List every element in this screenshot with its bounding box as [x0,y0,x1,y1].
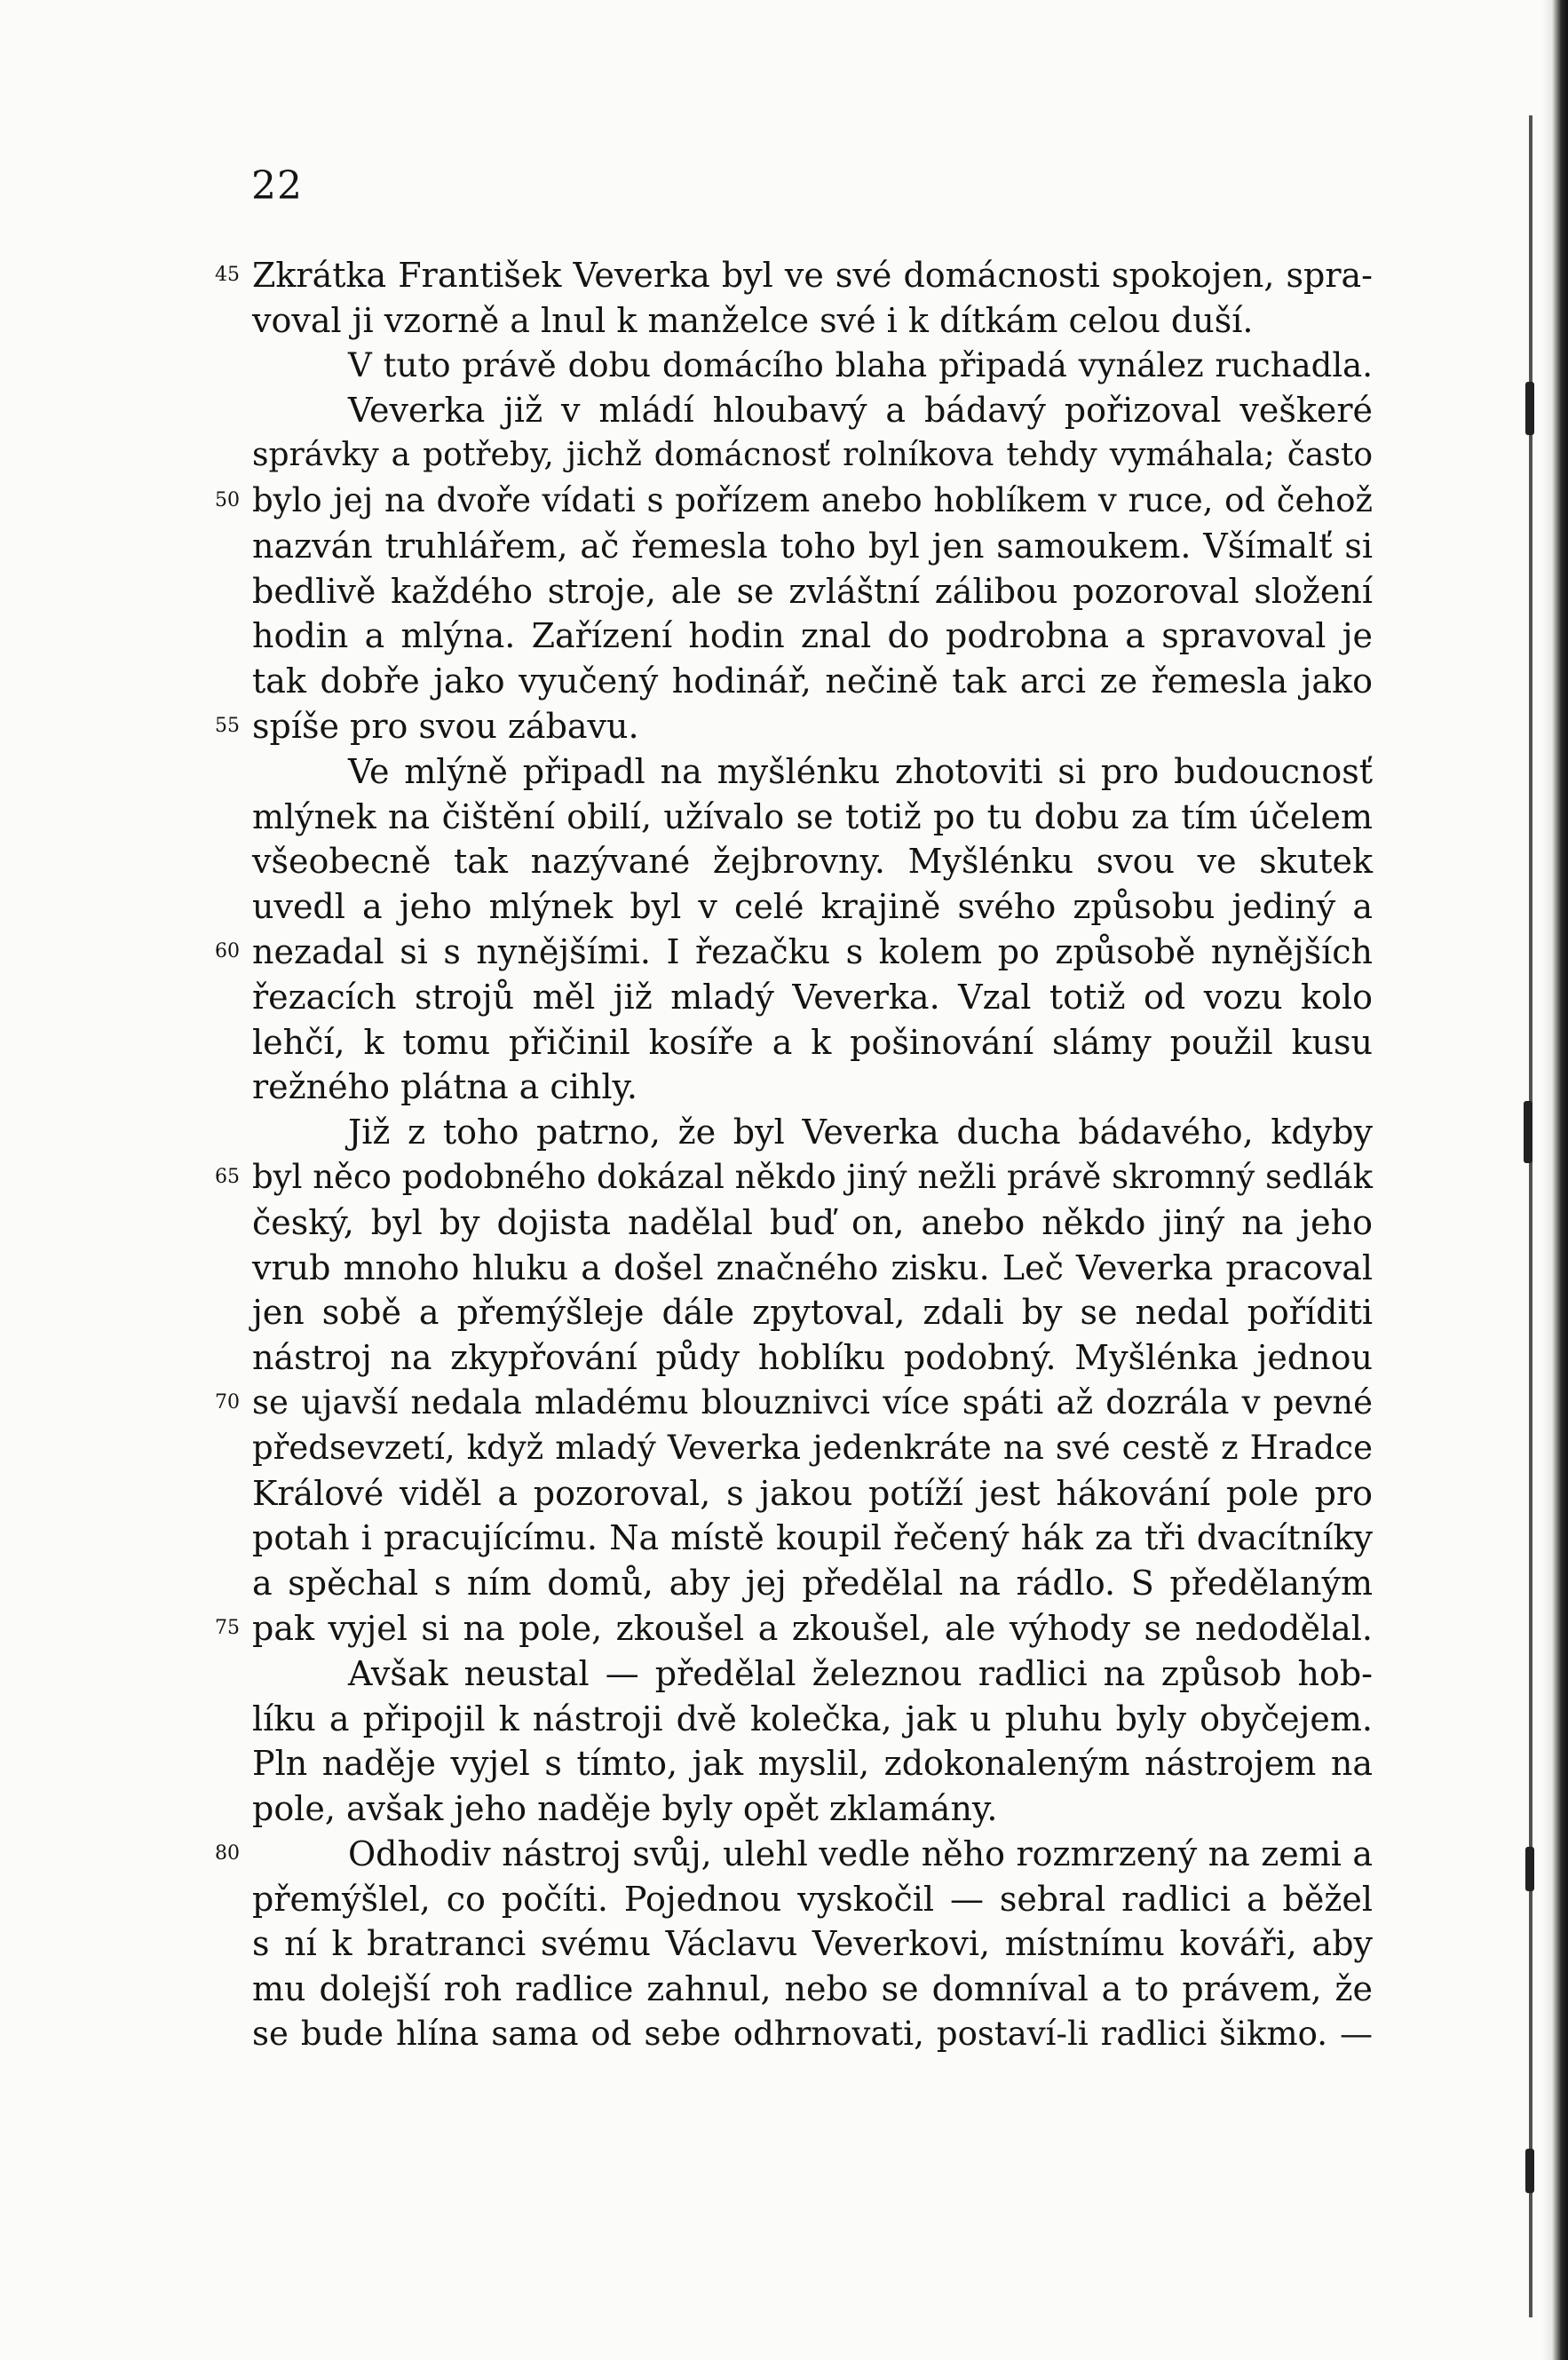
text-line [252,1921,1373,1967]
text-line [252,1651,1373,1697]
text-line [215,479,1373,524]
line-text: bylo jej na dvoře vídati s pořízem anebo hoblíkem v ruce, od čehož [252,480,1373,519]
text-line [252,2012,1373,2057]
text-line [252,1877,1373,1922]
text-line [215,930,1373,975]
text-line [252,1110,1373,1155]
line-text: voval ji vzorně a lnul k manželce své i k dítkám celou duší. [252,300,1254,340]
text-line [252,388,1373,433]
line-text: spíše pro svou zábavu. [252,706,639,746]
line-text: Zkrátka František Veverka byl ve své domácnosti spokojen, spra- [252,256,1373,295]
line-text: mlýnek na čištění obilí, užívalo se totiž po tu dobu za tím účelem [252,796,1373,836]
text-line [252,1290,1373,1335]
line-text: nezadal si s nynějšími. I řezačku s kolem po způsobě nynějších [252,931,1373,971]
line-text: pak vyjel si na pole, zkoušel a zkoušel, ale výhody se nedodělal. [252,1608,1373,1648]
line-text: a spěchal s ním domů, aby jej předělal na rádlo. S předělaným [252,1564,1373,1604]
line-text: všeobecně tak nazývané žejbrovny. Myšlénku svou ve skutek [252,842,1373,882]
line-text: líku a připojil k nástroji dvě kolečka, jak u pluhu byly obyčejem. [252,1699,1373,1738]
line-text: řezacích strojů měl již mladý Veverka. Vzal totiž od vozu kolo [252,977,1373,1017]
text-line [252,749,1373,795]
line-text: Pln naděje vyjel s tímto, jak myslil, zdokonaleným nástrojem na [252,1744,1373,1784]
line-text: vrub mnoho hluku a došel značného zisku. Leč Veverka pracoval [252,1247,1373,1287]
line-text: s ní k bratranci svému Václavu Veverkovi, místnímu kováři, aby [252,1924,1373,1964]
text-line [252,1020,1373,1065]
text-line [252,1516,1373,1561]
line-text: Avšak neustal — předělal železnou radlici na způsob hob- [348,1653,1373,1693]
line-number: 80 [215,1841,240,1865]
scan-edge-mark [1524,1101,1532,1163]
scan-edge-shadow [1541,0,1568,2360]
text-line [252,433,1373,479]
line-text: uvedl a jeho mlýnek byl v celé krajině svého způsobu jediný a [252,887,1373,927]
text-line [215,1155,1373,1200]
line-text: Odhodiv nástroj svůj, ulehl vedle něho rozmrzený na zemi a [348,1833,1373,1873]
line-text: hodin a mlýna. Zařízení hodin znal do podrobna a spravoval je [252,616,1373,656]
text-line [252,884,1373,930]
text-line [252,1967,1373,2012]
line-text: český, byl by dojista nadělal buď on, anebo někdo jiný na jeho [252,1202,1373,1242]
line-text: mu dolejší roh radlice zahnul, nebo se domníval a to právem, že [252,1969,1373,2009]
text-line [252,1426,1373,1471]
text-line [252,1741,1373,1786]
text-line [252,1246,1373,1291]
line-text: správky a potřeby, jichž domácnosť rolníkova tehdy vymáhala; často [252,437,1373,474]
line-number: 75 [215,1616,240,1639]
line-text: bedlivě každého stroje, ale se zvláštní zálibou pozoroval složení [252,571,1373,611]
line-text: Ve mlýně připadl na myšlénku zhotoviti si pro budoucnosť [348,751,1373,791]
scan-edge-mark [1525,1847,1534,1891]
text-line [215,704,1373,749]
body-text [215,253,1373,2057]
text-line [252,1065,1373,1110]
text-line [252,1471,1373,1517]
text-line [252,659,1373,704]
text-line [252,524,1373,569]
line-text: jen sobě a přemýšleje dále zpytoval, zdali by se nedal poříditi [252,1293,1373,1333]
text-line [252,1697,1373,1742]
line-text: předsevzetí, když mladý Veverka jedenkráte na své cestě z Hradce [252,1428,1373,1467]
line-number: 65 [215,1165,240,1188]
text-line [252,1561,1373,1606]
text-line [215,1381,1373,1426]
line-text: Králové viděl a pozoroval, s jakou potíží jest hákování pole pro [252,1473,1373,1513]
line-text: se bude hlína sama od sebe odhrnovati, postaví-li radlici šikmo. — [252,2015,1373,2054]
text-line [252,1200,1373,1246]
text-line [252,614,1373,659]
line-text: přemýšlel, co počíti. Pojednou vyskočil — sebral radlici a běžel [252,1879,1373,1919]
text-line [252,1786,1373,1832]
text-line [215,1832,1373,1877]
page-number: 22 [251,163,303,209]
scan-edge-mark [1525,2149,1534,2193]
line-number: 45 [215,264,240,286]
line-text: pole, avšak jeho naděje byly opět zklamány. [252,1789,998,1829]
text-line [252,1335,1373,1381]
text-line [252,298,1373,344]
text-line [215,253,1373,298]
text-line [252,569,1373,614]
line-text: V tuto právě dobu domácího blaha připadá vynález ruchadla. [348,345,1373,384]
line-number: 55 [215,714,240,737]
line-text: lehčí, k tomu přičinil kosíře a k pošinování slámy použil kusu [252,1022,1373,1062]
text-line [252,795,1373,840]
line-text: se ujavší nedala mladému blouznivci více spáti až dozrála v pevné [252,1382,1373,1422]
line-text: nástroj na zkypřování půdy hoblíku podobný. Myšlénka jednou [252,1338,1373,1378]
line-number: 50 [215,488,240,511]
line-text: nazván truhlářem, ač řemesla toho byl jen samoukem. Všímalť si [252,526,1373,566]
line-text: režného plátna a cihly. [252,1067,637,1107]
text-line [252,975,1373,1020]
line-number: 70 [215,1390,240,1414]
line-text: potah i pracujícímu. Na místě koupil řečený hák za tři dvacítníky [252,1518,1373,1558]
text-line [252,839,1373,884]
scan-edge-mark [1525,382,1534,435]
line-text: Veverka již v mládí hloubavý a bádavý pořizoval veškeré [348,391,1373,431]
text-line [215,1606,1373,1651]
line-text: tak dobře jako vyučený hodinář, nečině tak arci ze řemesla jako [252,661,1373,701]
scan-edge-line [1529,115,1532,2317]
text-line [252,344,1373,389]
line-text: Již z toho patrno, že byl Veverka ducha bádavého, kdyby [348,1113,1373,1152]
line-number: 60 [215,939,240,962]
line-text: byl něco podobného dokázal někdo jiný nežli právě skromný sedlák [252,1157,1373,1196]
